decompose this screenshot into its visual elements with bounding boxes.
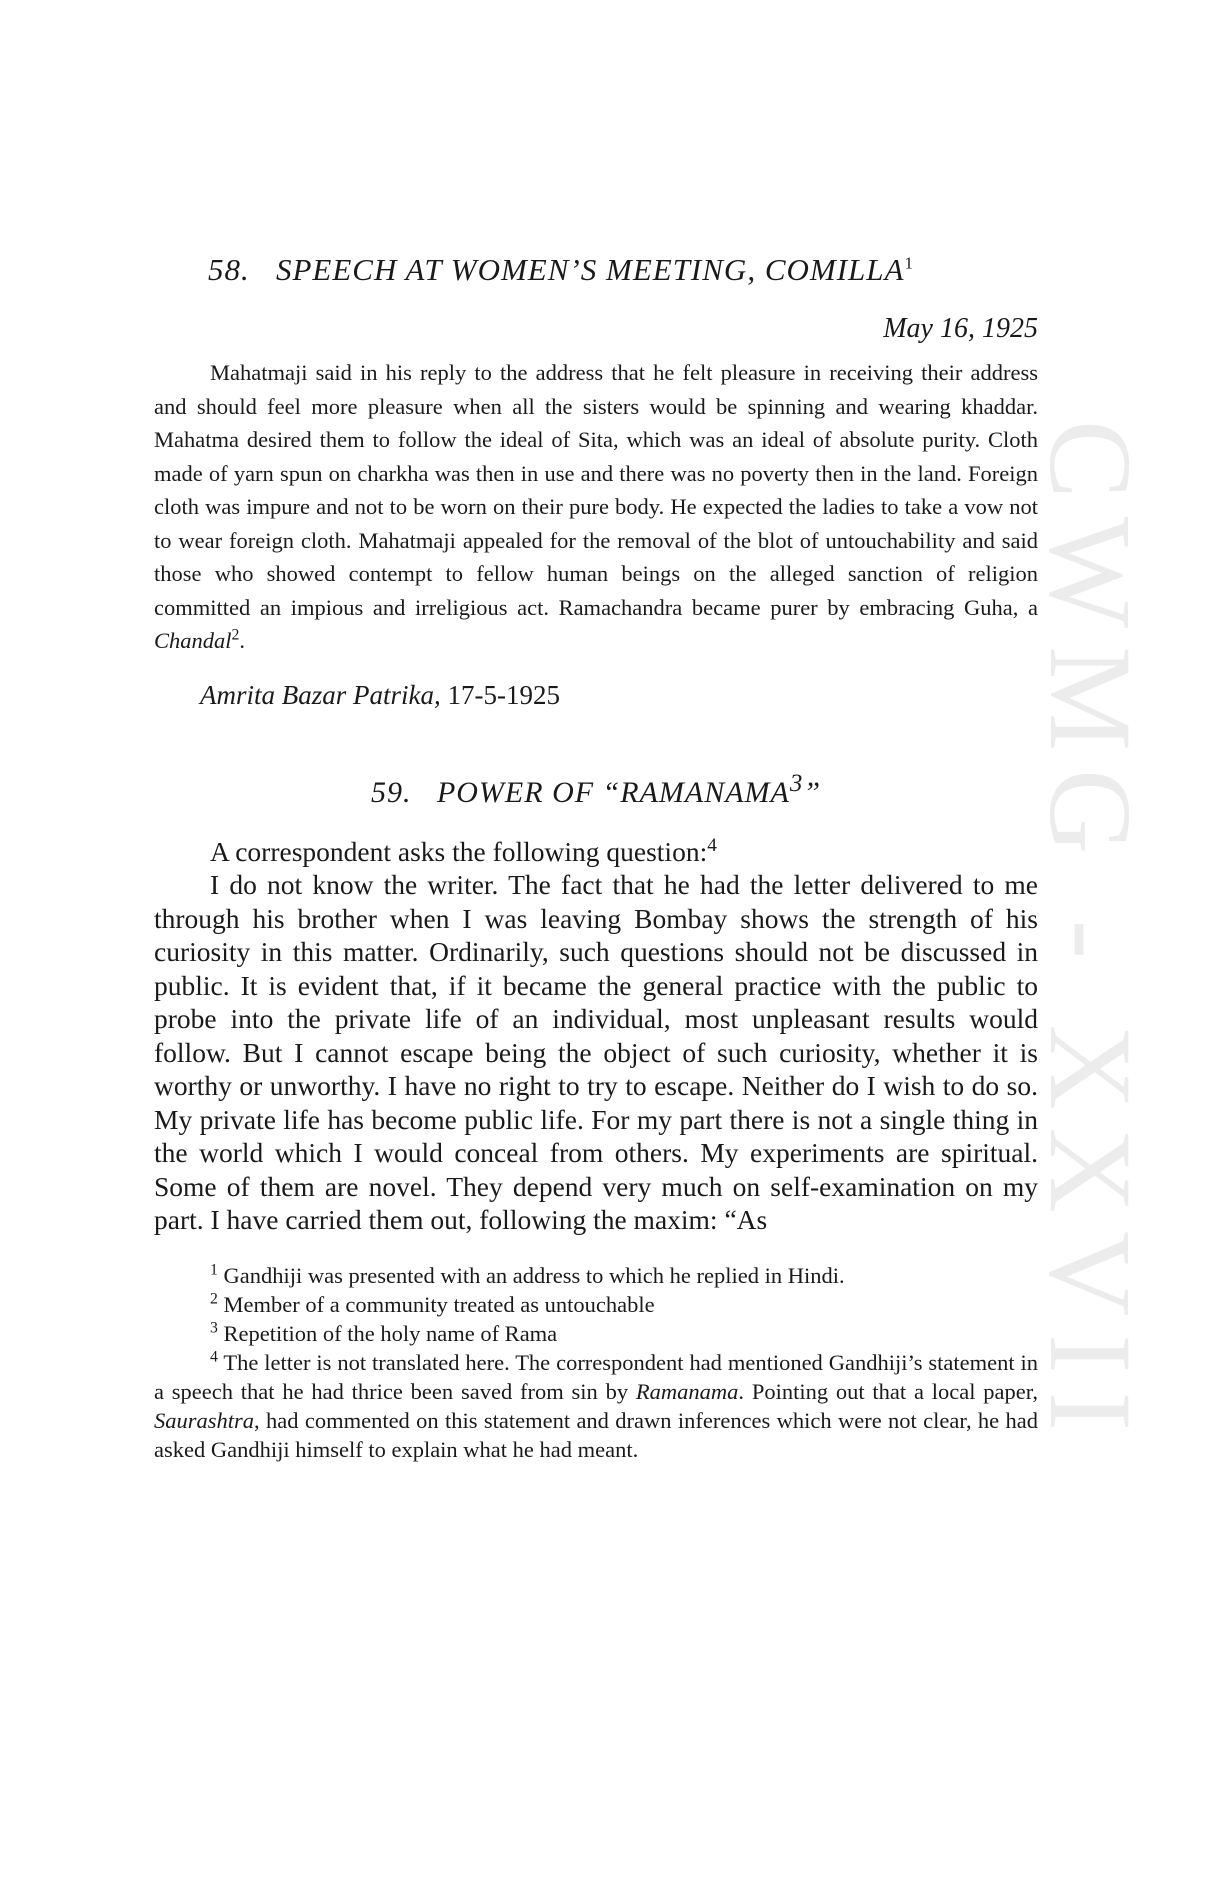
footnote-ref: 4 (707, 834, 717, 856)
source-citation (200, 678, 1038, 712)
speech-paragraph: Mahatmaji said in his reply to the address that he felt pleasure in receiving their address and should feel more pleasure when all the sisters would be spinning and wearing khaddar. Mahatma desired them to follow the ideal of Sita, which was an ideal of absolute purity. Cloth made of yarn spun on charkha was then in use and there was no poverty then in the land. Foreign cloth was impure and not to be worn on their pure body. He expected the ladies to take a vow not to wear foreign cloth. Mahatmaji appealed for the removal of the blot of untouchability and said those who showed contempt to fellow human beings on the alleged sanction of religion committed an impious and irreligious act. Ramachandra became purer by embracing Guha, a Chandal$^2$. (154, 360, 1038, 653)
document-page (154, 250, 1038, 1464)
body-paragraph: A correspondent asks the following question:$^4$ (210, 834, 717, 867)
section-date: May 16, 1925 (883, 313, 1038, 344)
watermark: CWMG - XXVII (1025, 420, 1156, 1449)
footnote: $^2$ Member of a community treated as untouchable (210, 1290, 655, 1317)
source-date: 17-5-1925 (447, 679, 560, 710)
footnote: $^3$ Repetition of the holy name of Rama (210, 1319, 558, 1346)
section-number: 59. (370, 775, 412, 809)
source-publication: Amrita Bazar Patrika, (200, 679, 441, 710)
italic-term: Chandal (154, 628, 232, 653)
section-title (208, 250, 1038, 290)
footnote-ref: 1 (904, 253, 914, 273)
body-paragraph: I do not know the writer. The fact that he had the letter delivered to me through his brother when I was leaving Bombay shows the strength of his curiosity in this matter. Ordinarily, such questions should not be discussed in public. It is evident that, if it became the general practice with the public to probe into the private life of an individual, most unpleasant results would follow. But I cannot escape being the object of such curiosity, whether it is worthy or unworthy. I have no right to try to escape. Neither do I wish to do so. My private life has become public life. For my part there is not a single thing in the world which I would conceal from others. My experiments are spiritual. Some of them are novel. They depend very much on self-examination on my part. I have carried them out, following the maxim: “As (154, 869, 1038, 1235)
section-number: 58. (208, 252, 250, 287)
footnote: $^4$ The letter is not translated here. The correspondent had mentioned Gandhiji’s statement in a speech that he had thrice been saved from sin by Ramanama. Pointing out that a local paper, Saurashtra, had commented on this statement and drawn inferences which were not clear, he had asked Gandhiji himself to explain what he had meant. (154, 1348, 1038, 1462)
footnote: $^1$ Gandhiji was presented with an address to which he replied in Hindi. (210, 1261, 845, 1288)
footnotes (154, 1261, 1038, 1464)
section-title-text: SPEECH AT WOMEN’S MEETING, COMILLA (276, 252, 905, 287)
section-title: 59. POWER OF “RAMANAMA$^3$” (370, 769, 822, 809)
footnote-ref: 2 (231, 626, 240, 644)
footnote-ref: 3 (789, 769, 804, 797)
